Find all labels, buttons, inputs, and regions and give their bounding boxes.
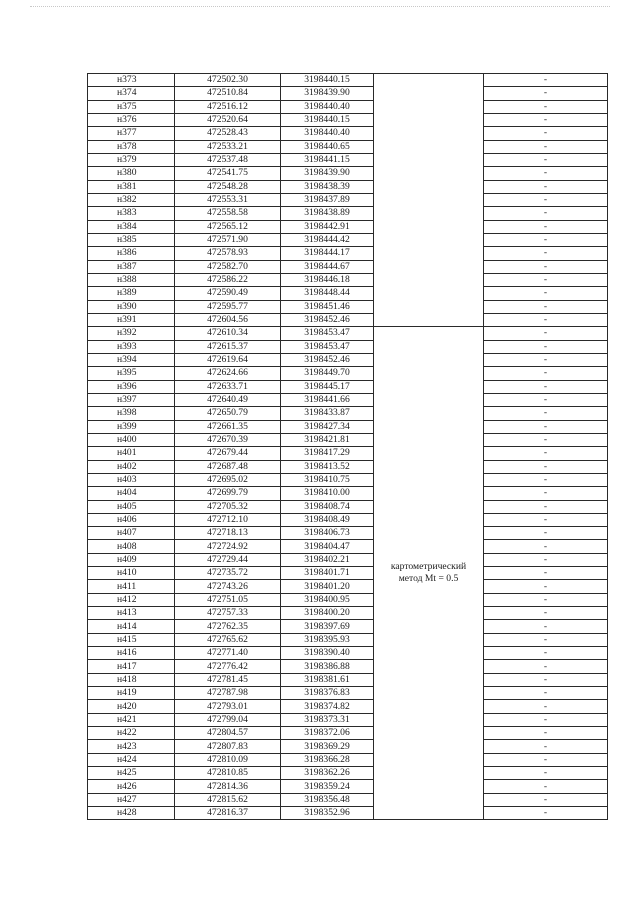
coord-y: 3198438.89 — [281, 207, 374, 220]
point-label: н412 — [88, 593, 175, 606]
coord-x: 472705.32 — [175, 500, 281, 513]
table-row — [88, 220, 608, 233]
note-cell: - — [484, 727, 608, 740]
coord-y: 3198374.82 — [281, 700, 374, 713]
coord-y: 3198444.67 — [281, 260, 374, 273]
coord-y: 3198401.20 — [281, 580, 374, 593]
table-row — [88, 300, 608, 313]
table-row — [88, 700, 608, 713]
coord-x: 472537.48 — [175, 153, 281, 166]
note-cell: - — [484, 113, 608, 126]
coord-y: 3198390.40 — [281, 647, 374, 660]
note-cell: - — [484, 567, 608, 580]
point-label: н380 — [88, 167, 175, 180]
note-cell: - — [484, 127, 608, 140]
note-cell: - — [484, 673, 608, 686]
coord-y: 3198439.90 — [281, 87, 374, 100]
note-cell: - — [484, 500, 608, 513]
coord-y: 3198442.91 — [281, 220, 374, 233]
table-row — [88, 353, 608, 366]
note-cell: - — [484, 407, 608, 420]
point-label: н396 — [88, 380, 175, 393]
coord-x: 472510.84 — [175, 87, 281, 100]
coord-y: 3198395.93 — [281, 633, 374, 646]
coord-x: 472670.39 — [175, 433, 281, 446]
table-row — [88, 380, 608, 393]
coord-x: 472586.22 — [175, 273, 281, 286]
table-row — [88, 287, 608, 300]
coord-x: 472735.72 — [175, 567, 281, 580]
note-cell: - — [484, 260, 608, 273]
note-cell: - — [484, 273, 608, 286]
point-label: н423 — [88, 740, 175, 753]
note-cell: - — [484, 620, 608, 633]
coord-y: 3198453.47 — [281, 327, 374, 340]
coord-x: 472610.34 — [175, 327, 281, 340]
coord-y: 3198452.46 — [281, 313, 374, 326]
note-cell: - — [484, 313, 608, 326]
point-label: н413 — [88, 607, 175, 620]
table-row — [88, 313, 608, 326]
table-row — [88, 340, 608, 353]
coord-x: 472793.01 — [175, 700, 281, 713]
coord-x: 472712.10 — [175, 513, 281, 526]
note-cell: - — [484, 527, 608, 540]
coord-y: 3198356.48 — [281, 793, 374, 806]
coord-y: 3198366.28 — [281, 753, 374, 766]
point-label: н373 — [88, 74, 175, 87]
coord-y: 3198453.47 — [281, 340, 374, 353]
coord-x: 472604.56 — [175, 313, 281, 326]
note-cell: - — [484, 473, 608, 486]
point-label: н393 — [88, 340, 175, 353]
point-label: н428 — [88, 807, 175, 820]
point-label: н427 — [88, 793, 175, 806]
coord-y: 3198437.89 — [281, 193, 374, 206]
coord-x: 472807.83 — [175, 740, 281, 753]
coord-y: 3198441.15 — [281, 153, 374, 166]
coord-y: 3198352.96 — [281, 807, 374, 820]
table-row — [88, 247, 608, 260]
coord-y: 3198440.15 — [281, 113, 374, 126]
point-label: н404 — [88, 487, 175, 500]
point-label: н399 — [88, 420, 175, 433]
coord-x: 472502.30 — [175, 74, 281, 87]
coord-y: 3198410.75 — [281, 473, 374, 486]
coord-y: 3198441.66 — [281, 393, 374, 406]
coord-x: 472553.31 — [175, 193, 281, 206]
coord-y: 3198386.88 — [281, 660, 374, 673]
coord-y: 3198400.95 — [281, 593, 374, 606]
note-cell: - — [484, 647, 608, 660]
table-row — [88, 620, 608, 633]
note-cell: - — [484, 807, 608, 820]
coord-x: 472804.57 — [175, 727, 281, 740]
point-label: н383 — [88, 207, 175, 220]
point-label: н387 — [88, 260, 175, 273]
point-label: н385 — [88, 233, 175, 246]
coord-y: 3198433.87 — [281, 407, 374, 420]
coord-y: 3198359.24 — [281, 780, 374, 793]
point-label: н391 — [88, 313, 175, 326]
note-cell: - — [484, 487, 608, 500]
point-label: н381 — [88, 180, 175, 193]
point-label: н384 — [88, 220, 175, 233]
point-label: н400 — [88, 433, 175, 446]
table-row — [88, 167, 608, 180]
point-label: н416 — [88, 647, 175, 660]
point-label: н422 — [88, 727, 175, 740]
point-label: н390 — [88, 300, 175, 313]
table-row — [88, 87, 608, 100]
point-label: н382 — [88, 193, 175, 206]
coord-y: 3198439.90 — [281, 167, 374, 180]
point-label: н389 — [88, 287, 175, 300]
table-row — [88, 727, 608, 740]
table-row — [88, 513, 608, 526]
table-row — [88, 633, 608, 646]
point-label: н374 — [88, 87, 175, 100]
coord-y: 3198401.71 — [281, 567, 374, 580]
note-cell: - — [484, 780, 608, 793]
coord-x: 472624.66 — [175, 367, 281, 380]
method-cell — [374, 327, 484, 820]
table-row — [88, 807, 608, 820]
coord-x: 472661.35 — [175, 420, 281, 433]
coord-y: 3198413.52 — [281, 460, 374, 473]
table-row — [88, 647, 608, 660]
coord-x: 472650.79 — [175, 407, 281, 420]
point-label: н411 — [88, 580, 175, 593]
table-row — [88, 193, 608, 206]
coord-x: 472815.62 — [175, 793, 281, 806]
coord-y: 3198397.69 — [281, 620, 374, 633]
note-cell: - — [484, 380, 608, 393]
note-cell: - — [484, 393, 608, 406]
note-cell: - — [484, 660, 608, 673]
note-cell: - — [484, 460, 608, 473]
note-cell: - — [484, 87, 608, 100]
coord-x: 472615.37 — [175, 340, 281, 353]
table-row — [88, 180, 608, 193]
coord-x: 472619.64 — [175, 353, 281, 366]
method-line-1: картометрический — [390, 561, 467, 573]
table-row — [88, 540, 608, 553]
coord-y: 3198440.65 — [281, 140, 374, 153]
point-label: н397 — [88, 393, 175, 406]
coord-y: 3198362.26 — [281, 767, 374, 780]
coord-x: 472640.49 — [175, 393, 281, 406]
table-row — [88, 140, 608, 153]
point-label: н415 — [88, 633, 175, 646]
coord-x: 472699.79 — [175, 487, 281, 500]
coord-x: 472590.49 — [175, 287, 281, 300]
coord-y: 3198445.17 — [281, 380, 374, 393]
point-label: н407 — [88, 527, 175, 540]
table-row — [88, 327, 608, 340]
point-label: н386 — [88, 247, 175, 260]
coord-y: 3198421.81 — [281, 433, 374, 446]
point-label: н420 — [88, 700, 175, 713]
table-row — [88, 767, 608, 780]
coord-x: 472516.12 — [175, 100, 281, 113]
coord-x: 472633.71 — [175, 380, 281, 393]
point-label: н408 — [88, 540, 175, 553]
note-cell: - — [484, 193, 608, 206]
table-row — [88, 553, 608, 566]
coord-y: 3198381.61 — [281, 673, 374, 686]
coord-y: 3198404.47 — [281, 540, 374, 553]
note-cell: - — [484, 220, 608, 233]
table-row — [88, 127, 608, 140]
note-cell: - — [484, 153, 608, 166]
note-cell: - — [484, 687, 608, 700]
table-row — [88, 393, 608, 406]
coord-x: 472695.02 — [175, 473, 281, 486]
note-cell: - — [484, 74, 608, 87]
table-row — [88, 753, 608, 766]
coord-y: 3198446.18 — [281, 273, 374, 286]
table-row — [88, 580, 608, 593]
coord-x: 472810.85 — [175, 767, 281, 780]
coord-x: 472687.48 — [175, 460, 281, 473]
coord-x: 472565.12 — [175, 220, 281, 233]
coord-y: 3198372.06 — [281, 727, 374, 740]
table-row — [88, 780, 608, 793]
coord-x: 472571.90 — [175, 233, 281, 246]
point-label: н401 — [88, 447, 175, 460]
table-row — [88, 407, 608, 420]
table-row — [88, 260, 608, 273]
coord-y: 3198400.20 — [281, 607, 374, 620]
coord-x: 472771.40 — [175, 647, 281, 660]
point-label: н409 — [88, 553, 175, 566]
point-label: н398 — [88, 407, 175, 420]
table-row — [88, 673, 608, 686]
table-row — [88, 233, 608, 246]
point-label: н418 — [88, 673, 175, 686]
coord-y: 3198444.42 — [281, 233, 374, 246]
coord-x: 472787.98 — [175, 687, 281, 700]
table-row — [88, 473, 608, 486]
note-cell: - — [484, 327, 608, 340]
method-line-2: метод Mt = 0.5 — [398, 573, 459, 585]
coord-y: 3198444.17 — [281, 247, 374, 260]
coord-x: 472816.37 — [175, 807, 281, 820]
note-cell: - — [484, 247, 608, 260]
coord-y: 3198369.29 — [281, 740, 374, 753]
coord-y: 3198417.29 — [281, 447, 374, 460]
coord-x: 472528.43 — [175, 127, 281, 140]
point-label: н377 — [88, 127, 175, 140]
coord-x: 472595.77 — [175, 300, 281, 313]
coord-x: 472679.44 — [175, 447, 281, 460]
coord-x: 472751.05 — [175, 593, 281, 606]
note-cell: - — [484, 793, 608, 806]
coord-y: 3198402.21 — [281, 553, 374, 566]
point-label: н402 — [88, 460, 175, 473]
coord-y: 3198427.34 — [281, 420, 374, 433]
coord-x: 472776.42 — [175, 660, 281, 673]
coord-y: 3198440.15 — [281, 74, 374, 87]
note-cell: - — [484, 433, 608, 446]
note-cell: - — [484, 167, 608, 180]
note-cell: - — [484, 607, 608, 620]
coord-x: 472578.93 — [175, 247, 281, 260]
note-cell: - — [484, 340, 608, 353]
table-row — [88, 593, 608, 606]
note-cell: - — [484, 633, 608, 646]
table-row — [88, 567, 608, 580]
coord-y: 3198438.39 — [281, 180, 374, 193]
point-label: н426 — [88, 780, 175, 793]
note-cell: - — [484, 420, 608, 433]
table-row — [88, 100, 608, 113]
table-row — [88, 273, 608, 286]
coord-y: 3198376.83 — [281, 687, 374, 700]
note-cell: - — [484, 753, 608, 766]
coordinates-table — [87, 73, 608, 820]
coord-y: 3198373.31 — [281, 713, 374, 726]
coord-x: 472810.09 — [175, 753, 281, 766]
point-label: н417 — [88, 660, 175, 673]
coord-x: 472814.36 — [175, 780, 281, 793]
table-row — [88, 793, 608, 806]
point-label: н406 — [88, 513, 175, 526]
coord-x: 472765.62 — [175, 633, 281, 646]
method-cell-empty — [374, 74, 484, 327]
coord-x: 472799.04 — [175, 713, 281, 726]
coord-x: 472762.35 — [175, 620, 281, 633]
point-label: н378 — [88, 140, 175, 153]
coord-x: 472558.58 — [175, 207, 281, 220]
coordinates-table-body — [88, 74, 608, 820]
coord-y: 3198448.44 — [281, 287, 374, 300]
coord-x: 472548.28 — [175, 180, 281, 193]
note-cell: - — [484, 233, 608, 246]
point-label: н375 — [88, 100, 175, 113]
note-cell: - — [484, 100, 608, 113]
coord-x: 472718.13 — [175, 527, 281, 540]
coord-y: 3198452.46 — [281, 353, 374, 366]
note-cell: - — [484, 180, 608, 193]
coord-y: 3198408.74 — [281, 500, 374, 513]
table-row — [88, 113, 608, 126]
point-label: н419 — [88, 687, 175, 700]
note-cell: - — [484, 767, 608, 780]
coord-y: 3198408.49 — [281, 513, 374, 526]
point-label: н376 — [88, 113, 175, 126]
coord-x: 472729.44 — [175, 553, 281, 566]
point-label: н424 — [88, 753, 175, 766]
table-row — [88, 660, 608, 673]
table-row — [88, 420, 608, 433]
note-cell: - — [484, 207, 608, 220]
note-cell: - — [484, 553, 608, 566]
table-row — [88, 207, 608, 220]
coord-y: 3198451.46 — [281, 300, 374, 313]
point-label: н421 — [88, 713, 175, 726]
note-cell: - — [484, 300, 608, 313]
note-cell: - — [484, 700, 608, 713]
point-label: н410 — [88, 567, 175, 580]
coord-x: 472520.64 — [175, 113, 281, 126]
table-row — [88, 74, 608, 87]
coord-y: 3198440.40 — [281, 127, 374, 140]
coord-x: 472743.26 — [175, 580, 281, 593]
point-label: н414 — [88, 620, 175, 633]
note-cell: - — [484, 740, 608, 753]
coord-x: 472541.75 — [175, 167, 281, 180]
table-row — [88, 740, 608, 753]
point-label: н392 — [88, 327, 175, 340]
point-label: н388 — [88, 273, 175, 286]
scan-header-artifact — [30, 6, 610, 10]
table-row — [88, 607, 608, 620]
coord-x: 472724.92 — [175, 540, 281, 553]
coord-x: 472533.21 — [175, 140, 281, 153]
coord-y: 3198410.00 — [281, 487, 374, 500]
coord-y: 3198406.73 — [281, 527, 374, 540]
point-label: н379 — [88, 153, 175, 166]
note-cell: - — [484, 447, 608, 460]
table-row — [88, 500, 608, 513]
coord-y: 3198449.70 — [281, 367, 374, 380]
point-label: н395 — [88, 367, 175, 380]
table-row — [88, 713, 608, 726]
note-cell: - — [484, 140, 608, 153]
note-cell: - — [484, 287, 608, 300]
table-row — [88, 687, 608, 700]
point-label: н394 — [88, 353, 175, 366]
coord-x: 472757.33 — [175, 607, 281, 620]
table-row — [88, 527, 608, 540]
table-row — [88, 433, 608, 446]
table-row — [88, 447, 608, 460]
table-row — [88, 367, 608, 380]
table-row — [88, 153, 608, 166]
note-cell: - — [484, 353, 608, 366]
note-cell: - — [484, 593, 608, 606]
coord-y: 3198440.40 — [281, 100, 374, 113]
note-cell: - — [484, 580, 608, 593]
table-row — [88, 460, 608, 473]
table-row — [88, 487, 608, 500]
point-label: н405 — [88, 500, 175, 513]
note-cell: - — [484, 367, 608, 380]
note-cell: - — [484, 540, 608, 553]
coord-x: 472582.70 — [175, 260, 281, 273]
coord-x: 472781.45 — [175, 673, 281, 686]
note-cell: - — [484, 713, 608, 726]
point-label: н403 — [88, 473, 175, 486]
note-cell: - — [484, 513, 608, 526]
point-label: н425 — [88, 767, 175, 780]
